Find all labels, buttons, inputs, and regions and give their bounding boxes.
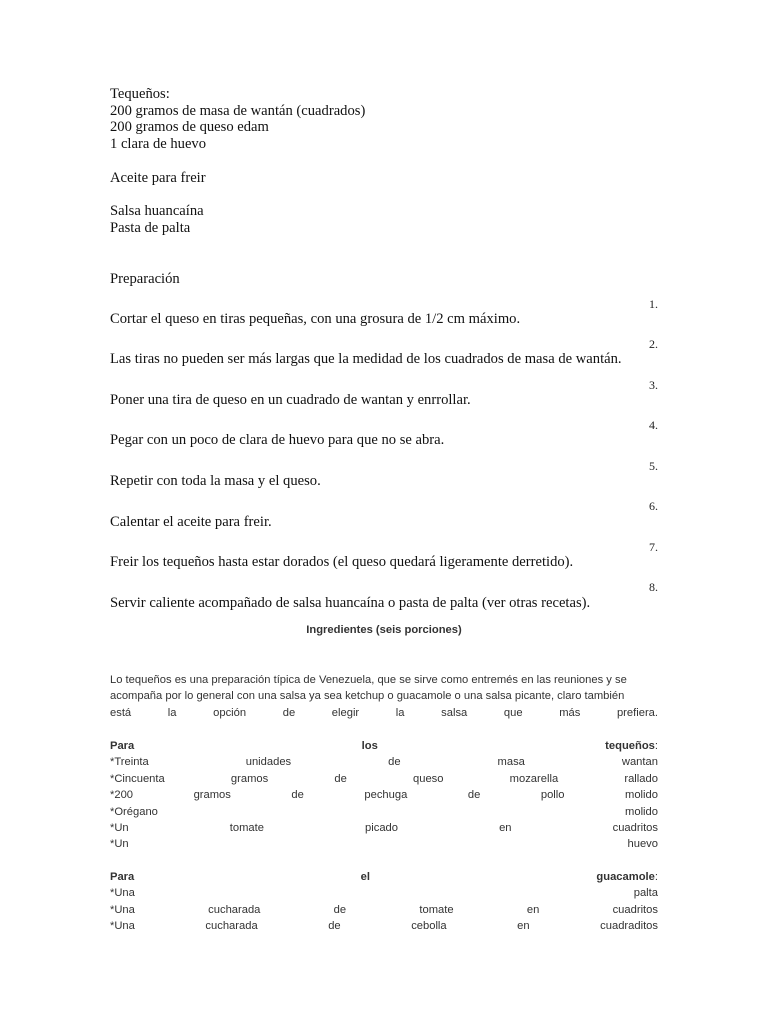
word: gramos (230, 773, 269, 785)
word: opción (213, 707, 247, 719)
word: cucharada (208, 904, 261, 916)
word: pechuga (364, 789, 408, 801)
word: en (499, 822, 512, 834)
list-item (110, 804, 658, 820)
word: cuadritos (612, 822, 658, 834)
word: está (110, 707, 132, 719)
intro-line-justified (110, 705, 658, 721)
ingredients-block (110, 86, 658, 152)
sauce-line: Salsa huancaína (110, 203, 204, 219)
word: *Una (110, 920, 135, 932)
ingredient-line: 1 clara de huevo (110, 135, 207, 152)
word: de (291, 789, 304, 801)
oil-line: Aceite para freir (110, 170, 206, 186)
step-text: Cortar el queso en tiras pequeñas, con una grosura de 1/2 cm máximo. (110, 311, 521, 327)
step-number: 7. (649, 540, 658, 554)
word: unidades (245, 756, 292, 768)
word: cuadritos (612, 904, 658, 916)
word: de (388, 756, 401, 768)
step-text: Las tiras no pueden ser más largas que la medidad de los cuadrados de masa de wantán. (110, 351, 622, 367)
word: cuadraditos (600, 920, 658, 932)
word: *Un (110, 838, 129, 850)
sauces-block (110, 203, 658, 236)
list-item (110, 787, 658, 803)
word: *200 (110, 789, 134, 801)
word: masa (497, 756, 525, 768)
word: wantan (621, 756, 658, 768)
word: tomate (419, 904, 454, 916)
section-heading: Ingredientes (seis porciones) (306, 624, 462, 636)
list-item (110, 754, 658, 770)
word: *Cincuenta (110, 773, 165, 785)
word: de (334, 773, 347, 785)
word: cebolla (411, 920, 447, 932)
word: la (395, 707, 405, 719)
word: picado (365, 822, 398, 834)
step-text: Freir los tequeños hasta estar dorados (el queso quedará ligeramente derretido). (110, 554, 574, 570)
word: en (517, 920, 530, 932)
word: gramos (193, 789, 231, 801)
word: salsa (441, 707, 468, 719)
tequenos-heading: Para los tequeños: (110, 740, 658, 752)
intro-line: Lo tequeños es una preparación típica de Venezuela, que se sirve como entremés en las reuniones y se (110, 674, 627, 686)
word: rallado (624, 773, 658, 785)
word: huevo (627, 838, 658, 850)
list-item (110, 836, 658, 852)
word: cucharada (205, 920, 258, 932)
sauce-line: Pasta de palta (110, 219, 191, 236)
word: prefiera. (616, 707, 658, 719)
word: de (328, 920, 341, 932)
guacamole-heading: Para el guacamole: (110, 871, 658, 883)
word: *Una (110, 887, 135, 899)
word: pollo (540, 789, 565, 801)
ingredient-line: 200 gramos de masa de wantán (cuadrados) (110, 102, 366, 119)
step-number: 3. (649, 378, 658, 392)
list-item (110, 771, 658, 787)
word: *Un (110, 822, 129, 834)
word: más (559, 707, 581, 719)
word: molido (625, 789, 658, 801)
word: que (503, 707, 523, 719)
step-text: Poner una tira de queso en un cuadrado de wantan y enrrollar. (110, 392, 471, 408)
preparation-title: Preparación (110, 271, 180, 287)
step-text: Pegar con un poco de clara de huevo para que no se abra. (110, 432, 445, 448)
word: *Treinta (110, 756, 149, 768)
ingredient-line: Tequeños: (110, 86, 170, 102)
step-number: 2. (649, 337, 658, 351)
word: mozarella (509, 773, 559, 785)
step-number: 4. (649, 418, 658, 432)
step-number: 1. (649, 297, 658, 311)
list-item (110, 820, 658, 836)
step-text: Calentar el aceite para freir. (110, 514, 272, 530)
intro-line: acompaña por lo general con una salsa ya sea ketchup o guacamole o una salsa picante, claro también (110, 690, 625, 702)
word: molido (625, 806, 658, 818)
word: tomate (229, 822, 264, 834)
list-item (110, 885, 658, 901)
step-number: 5. (649, 459, 658, 473)
word: de (282, 707, 296, 719)
list-item (110, 902, 658, 918)
word: la (167, 707, 177, 719)
word: de (467, 789, 481, 801)
word: palta (633, 887, 658, 899)
step-number: 8. (649, 580, 658, 594)
ingredient-line: 200 gramos de queso edam (110, 119, 269, 135)
step-text: Repetir con toda la masa y el queso. (110, 473, 321, 489)
word: de (333, 904, 347, 916)
word: *Orégano (110, 806, 158, 818)
word: queso (413, 773, 444, 785)
step-text: Servir caliente acompañado de salsa huancaína o pasta de palta (ver otras recetas). (110, 595, 591, 611)
word: elegir (331, 707, 360, 719)
word: *Una (110, 904, 135, 916)
list-item (110, 918, 658, 934)
step-number: 6. (649, 499, 658, 513)
word: en (526, 904, 540, 916)
